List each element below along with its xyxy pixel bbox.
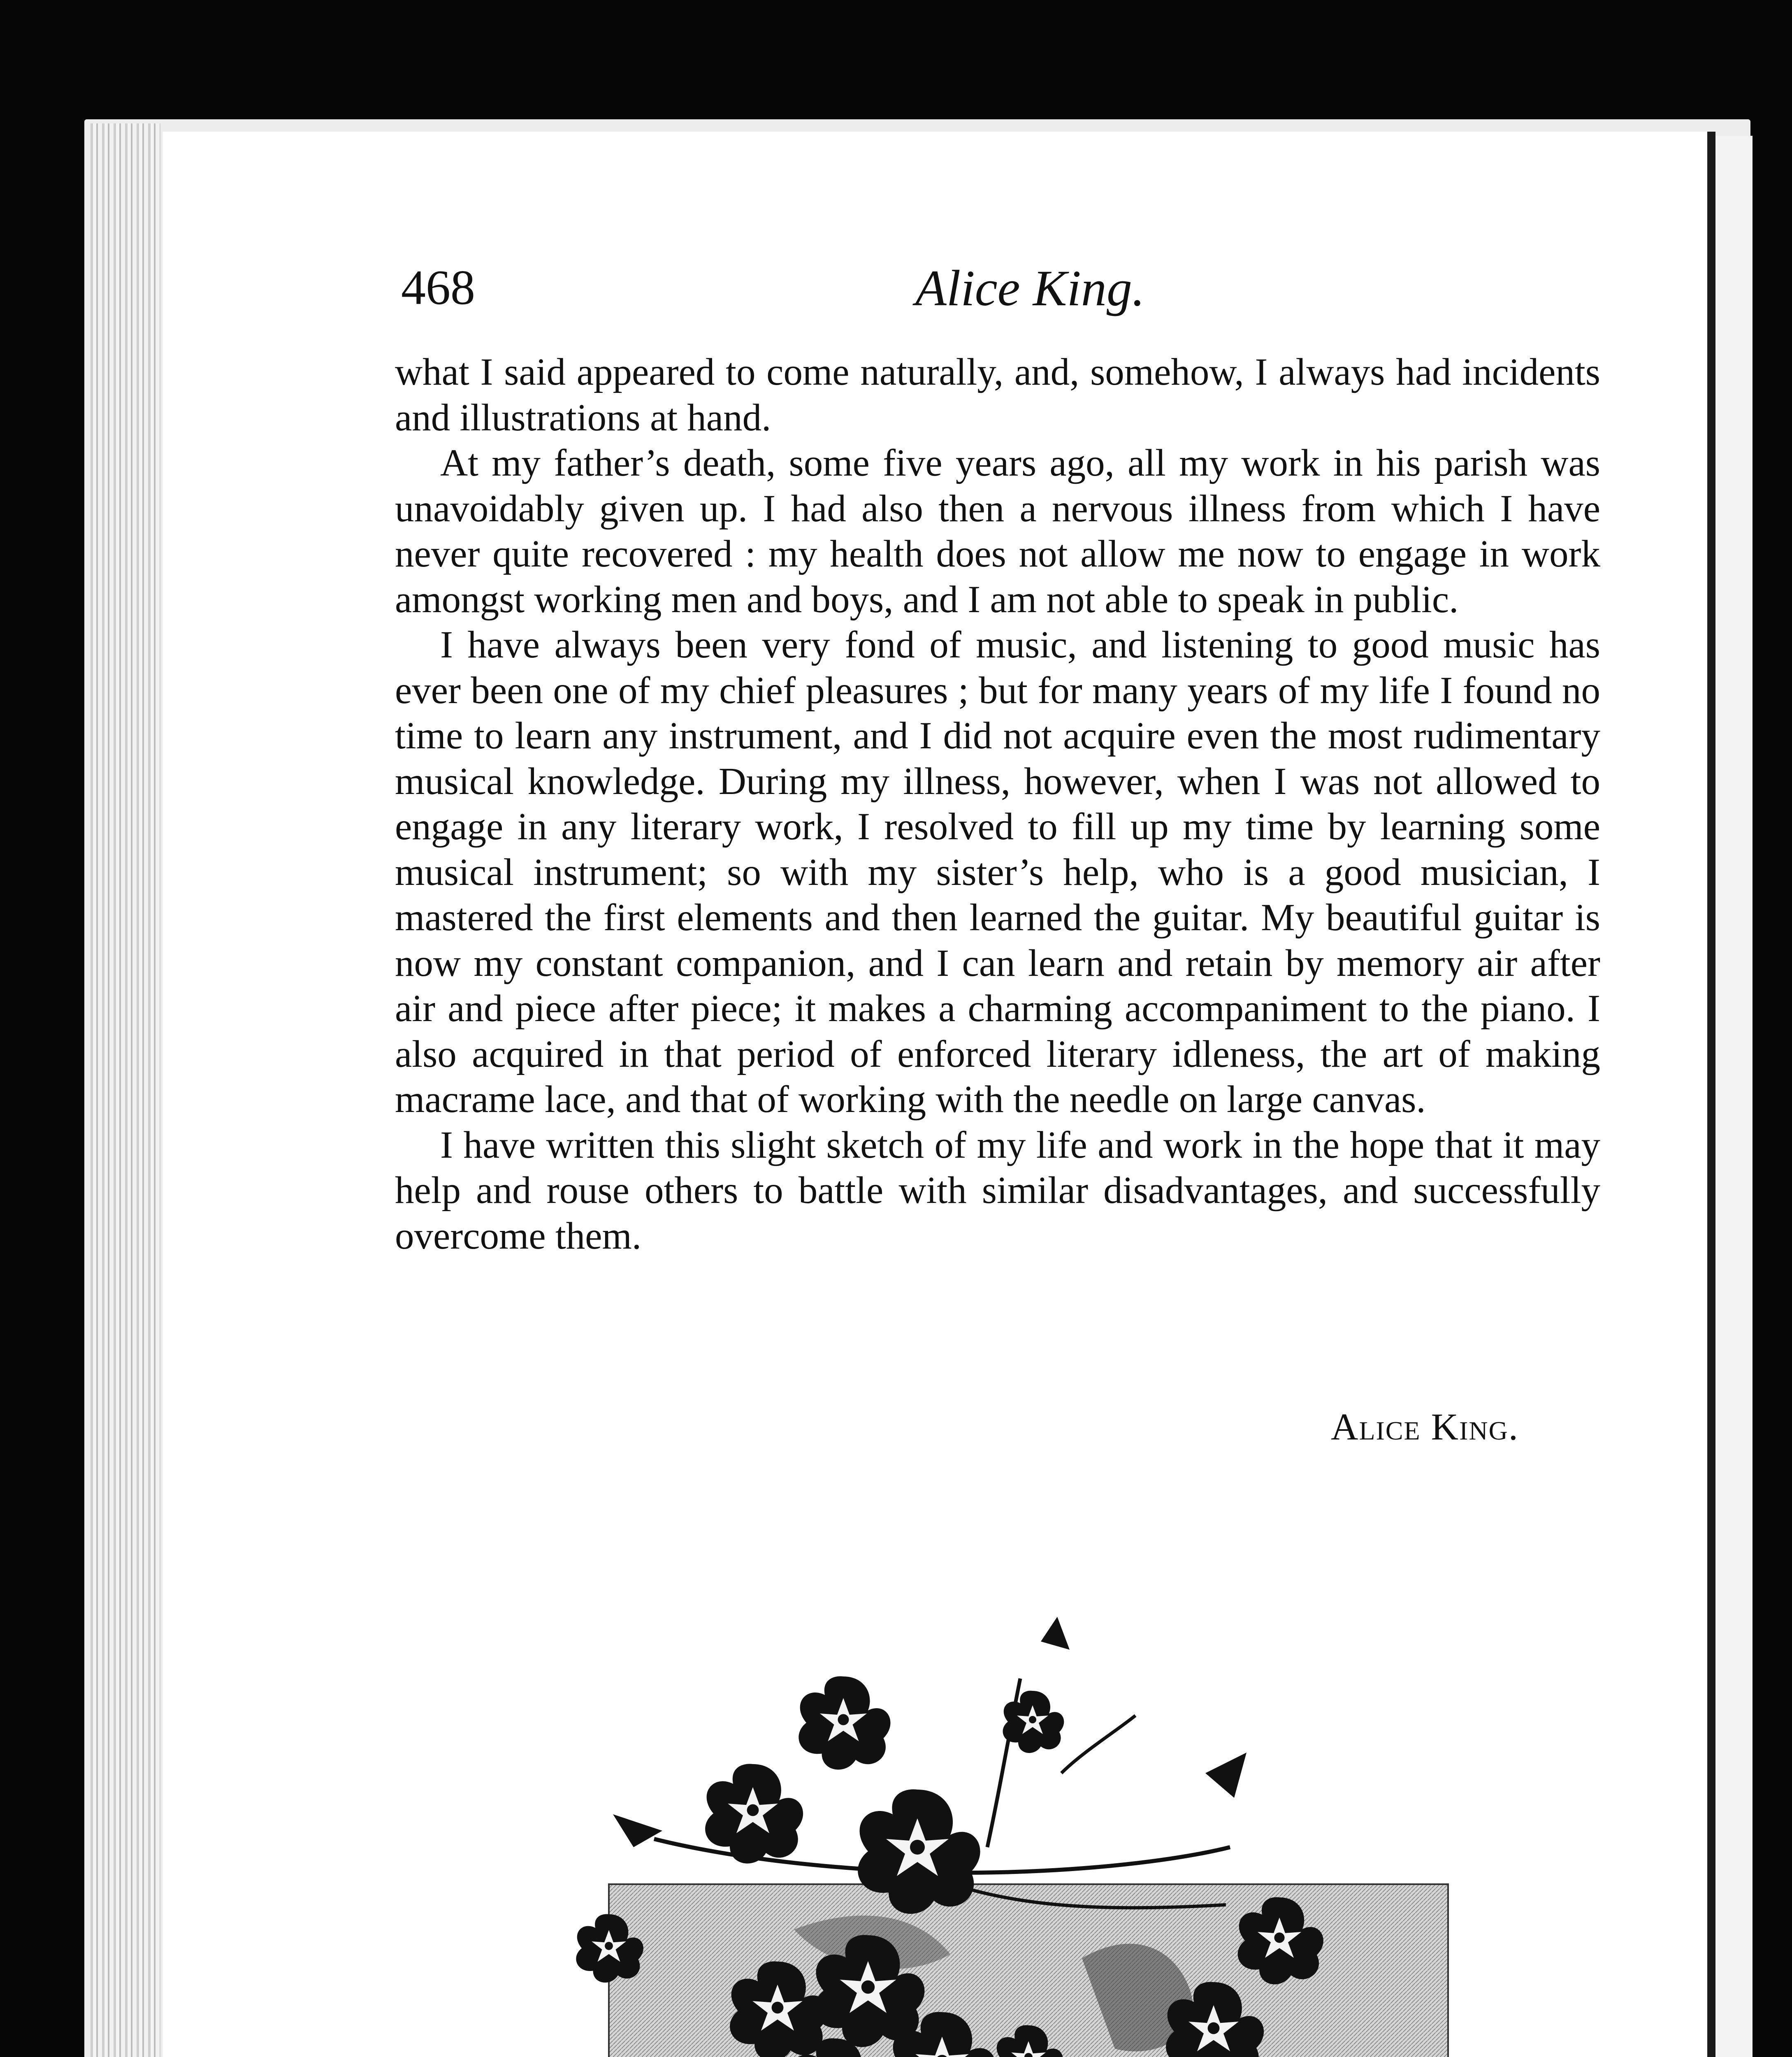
page-number: 468 xyxy=(401,260,475,315)
article-body xyxy=(395,350,1600,1259)
paragraph: At my father’s death, some five years ago, all my work in his parish was unavoidably given up. I had also then a nervous illness from which I have never quite recovered : my health does not allow me now to engage in work amongst working men and boys, and I am not able to speak in public. xyxy=(395,442,1600,621)
page-header xyxy=(401,259,1594,329)
running-title: Alice King. xyxy=(915,260,1145,316)
paragraph: what I said appeared to come naturally, and, somehow, I always had incidents and illustrations at hand. xyxy=(395,351,1600,439)
page-edges xyxy=(91,123,160,2057)
flower-vignette-icon xyxy=(547,1617,1460,2057)
paragraph: I have always been very fond of music, and listening to good music has ever been one of my chief pleasures ; but for many years of my life I found no time to learn any instrument, and I did not acquire even the most rudimentary musical knowledge. During my illness, however, when I was not allowed to engage in any literary work, I resolved to fill up my time by learning some musical instrument; so with my sister’s help, who is a good musician, I mastered the first elements and then learned the guitar. My beautiful guitar is now my constant companion, and I can learn and retain by memory air after air and piece after piece; it makes a charming accompaniment to the piano. I also acquired in that period of enforced literary idleness, the art of making macrame lace, and that of working with the needle on large canvas. xyxy=(395,624,1600,1121)
author-signature: Alice King. xyxy=(1331,1406,1519,1448)
paragraph: I have written this slight sketch of my life and work in the hope that it may help and rouse others to battle with similar disadvantages, and successfully overcome them. xyxy=(395,1124,1600,1257)
book-gutter xyxy=(1707,132,1715,2057)
next-page-edge xyxy=(1715,136,1753,2057)
